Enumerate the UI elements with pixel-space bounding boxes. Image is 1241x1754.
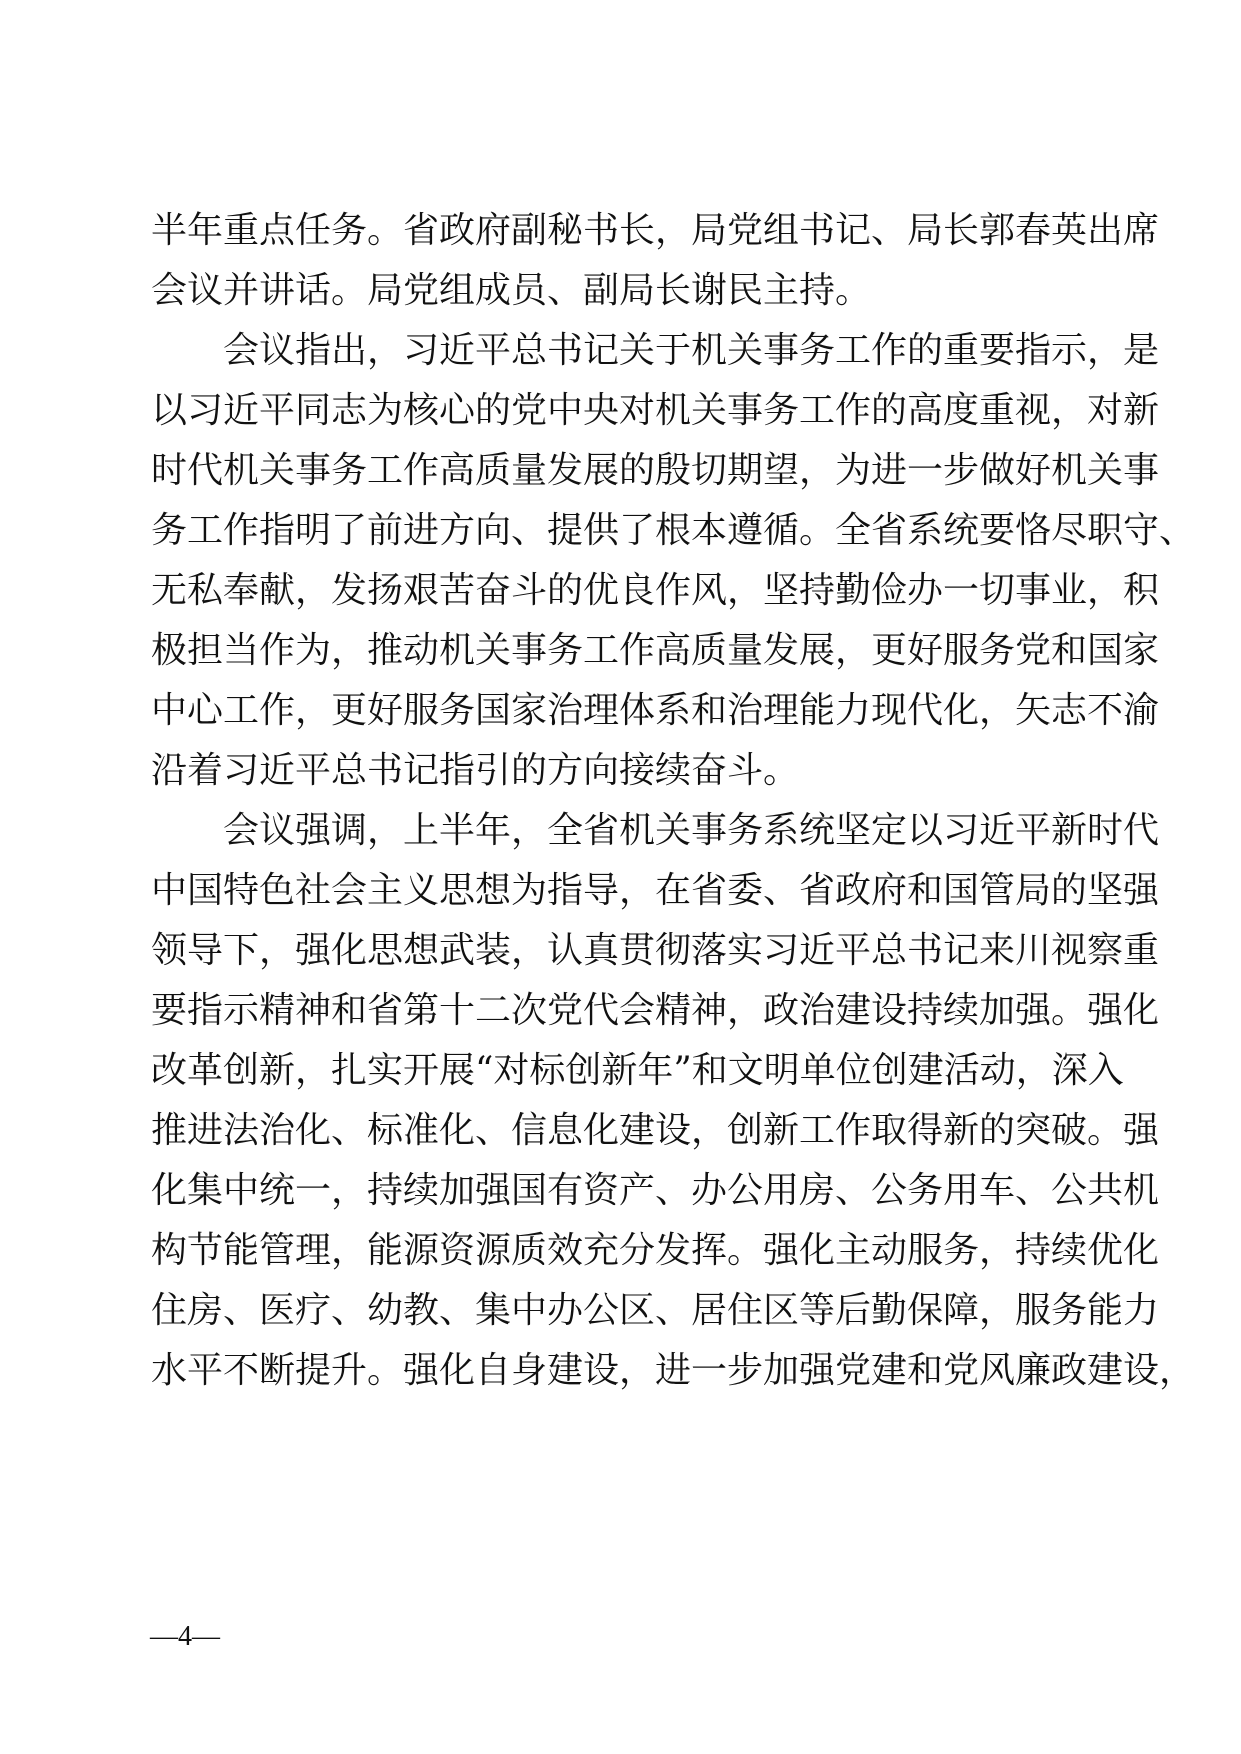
paragraph-3-line-3: 领导下，强化思想武装，认真贯彻落实习近平总书记来川视察重	[151, 930, 1160, 971]
paragraph-1-line-1: 半年重点任务。省政府副秘书长，局党组书记、局长郭春英出席	[151, 210, 1160, 251]
paragraph-2-line-7: 中心工作，更好服务国家治理体系和治理能力现代化，矢志不渝	[151, 690, 1160, 731]
paragraph-3-line-4: 要指示精神和省第十二次党代会精神，政治建设持续加强。强化	[151, 990, 1160, 1031]
paragraph-3-line-6: 推进法治化、标准化、信息化建设，创新工作取得新的突破。强	[151, 1110, 1160, 1151]
paragraph-2-line-1: 会议指出，习近平总书记关于机关事务工作的重要指示，是	[223, 330, 1160, 371]
paragraph-2-line-5: 无私奉献，发扬艰苦奋斗的优良作风，坚持勤俭办一切事业，积	[151, 570, 1160, 611]
paragraph-3-line-5: 改革创新，扎实开展“对标创新年”和文明单位创建活动，深入	[151, 1050, 1124, 1091]
paragraph-3-line-9: 住房、医疗、幼教、集中办公区、居住区等后勤保障，服务能力	[151, 1290, 1160, 1331]
paragraph-3-line-1: 会议强调，上半年，全省机关事务系统坚定以习近平新时代	[223, 810, 1160, 851]
paragraph-2-line-6: 极担当作为，推动机关事务工作高质量发展，更好服务党和国家	[151, 630, 1160, 671]
paragraph-2-line-8: 沿着习近平总书记指引的方向接续奋斗。	[151, 750, 800, 791]
paragraph-3-line-8: 构节能管理，能源资源质效充分发挥。强化主动服务，持续优化	[151, 1230, 1160, 1271]
paragraph-3-line-10: 水平不断提升。强化自身建设，进一步加强党建和党风廉政建设，	[151, 1350, 1196, 1391]
paragraph-1-line-2: 会议并讲话。局党组成员、副局长谢民主持。	[151, 270, 872, 311]
paragraph-2-line-4: 务工作指明了前进方向、提供了根本遵循。全省系统要恪尽职守、	[151, 510, 1196, 551]
paragraph-2-line-2: 以习近平同志为核心的党中央对机关事务工作的高度重视，对新	[151, 390, 1160, 431]
paragraph-2-line-3: 时代机关事务工作高质量发展的殷切期望，为进一步做好机关事	[151, 450, 1160, 491]
paragraph-3-line-2: 中国特色社会主义思想为指导，在省委、省政府和国管局的坚强	[151, 870, 1160, 911]
page-number: —4—	[150, 1621, 220, 1652]
paragraph-3-line-7: 化集中统一，持续加强国有资产、办公用房、公务用车、公共机	[151, 1170, 1160, 1211]
